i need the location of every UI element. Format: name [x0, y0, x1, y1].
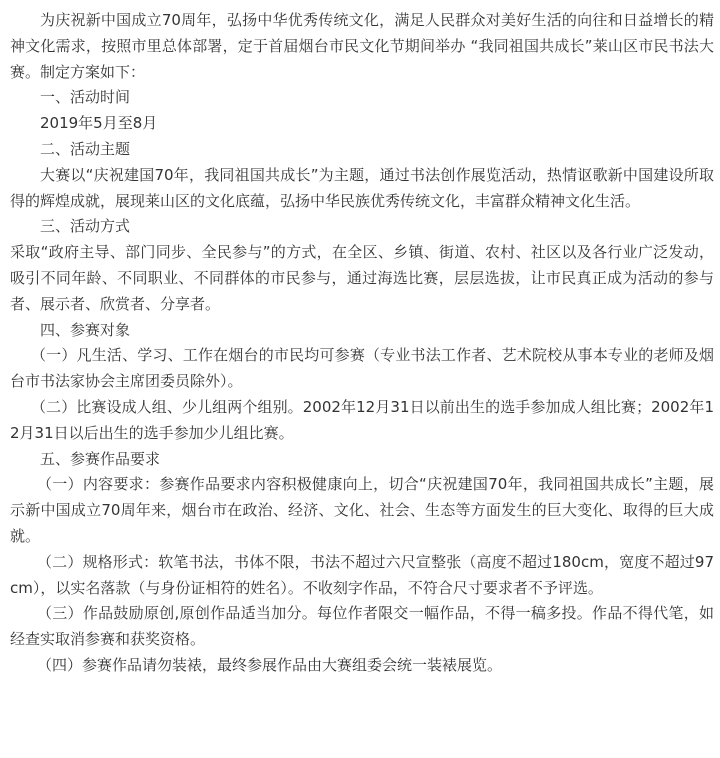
section4-item-1: （一）凡生活、学习、工作在烟台的市民均可参赛（专业书法工作者、艺术院校从事本专业的老师及烟台市书法家协会主席团委员除外）。 [10, 346, 714, 391]
section4-heading: 四、参赛对象 [40, 320, 131, 339]
intro-paragraph: 为庆祝新中国成立70周年，弘扬中华优秀传统文化，满足人民群众对美好生活的向往和日益增长的精神文化需求，按照市里总体部署，定于首届烟台市民文化节期间举办 “我同祖国共成长”莱山区市民书法大赛。制定方案如下： [10, 11, 714, 81]
section1-heading: 一、活动时间 [40, 88, 131, 107]
section1-text: 2019年5月至8月 [40, 114, 158, 133]
section5-item-4: （四）参赛作品请勿装裱，最终参展作品由大赛组委会统一装裱展览。 [37, 655, 503, 674]
section5-item-3: （三）作品鼓励原创,原创作品适当加分。每位作者限交一幅作品，不得一稿多投。作品不得代笔，如经查实取消参赛和获奖资格。 [10, 604, 714, 649]
section2-heading: 二、活动主题 [40, 139, 131, 158]
section3-heading: 三、活动方式 [40, 217, 131, 236]
section5-heading: 五、参赛作品要求 [40, 449, 161, 468]
section2-text: 大赛以“庆祝建国70年，我同祖国共成长”为主题，通过书法创作展览活动，热情讴歌新中国建设所取得的辉煌成就，展现莱山区的文化底蕴，弘扬中华民族优秀传统文化，丰富群众精神文化生活。 [10, 165, 714, 210]
section5-item-2: （二）规格形式：软笔书法，书体不限，书法不超过六尺宣整张（高度不超过180cm，宽度不超过97cm），以实名落款（与身份证相符的姓名）。不收刻字作品，不符合尺寸要求者不予评选。 [10, 552, 714, 597]
section4-item-2: （二）比赛设成人组、少儿组两个组别。2002年12月31日以前出生的选手参加成人组比赛；2002年12月31日以后出生的选手参加少儿组比赛。 [10, 397, 714, 442]
section5-item-1: （一）内容要求：参赛作品要求内容积极健康向上，切合“庆祝建国70年，我同祖国共成长”主题，展示新中国成立70周年来，烟台市在政治、经济、文化、社会、生态等方面发生的巨大变化、取得的巨大成就。 [10, 475, 714, 545]
section3-text: 采取“政府主导、部门同步、全民参与”的方式，在全区、乡镇、街道、农村、社区以及各行业广泛发动，吸引不同年龄、不同职业、不同群体的市民参与，通过海选比赛，层层选拔，让市民真正成为活动的参与者、展示者、欣赏者、分享者。 [10, 243, 714, 313]
